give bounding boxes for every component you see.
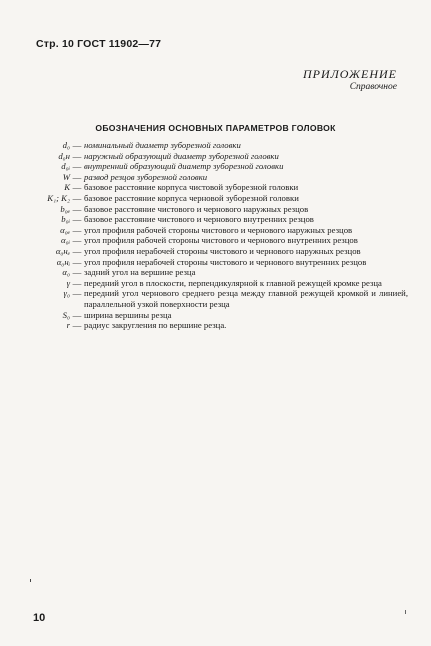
definition-row bbox=[12, 140, 408, 151]
definition-dash: — bbox=[72, 277, 82, 288]
definition-text: радиус закругления по вершине резца. bbox=[84, 320, 227, 331]
definition-dash: — bbox=[72, 256, 82, 267]
definition-row bbox=[12, 267, 408, 278]
definition-dash: — bbox=[72, 320, 82, 331]
definition-symbol: γ₀ bbox=[63, 288, 70, 299]
definition-text: базовое расстояние чистового и чернового внутренних резцов bbox=[84, 214, 314, 225]
definition-dash: — bbox=[72, 224, 82, 235]
definition-dash: — bbox=[72, 203, 82, 214]
definition-row bbox=[12, 151, 408, 162]
definition-dash: — bbox=[72, 245, 82, 256]
definition-text: угол профиля нерабочей стороны чистового и чернового внутренних резцов bbox=[84, 256, 367, 267]
page-header: Стр. 10 ГОСТ 11902—77 bbox=[36, 38, 162, 50]
definition-text: передний угол в плоскости, перпендикулярной к главной режущей кромке резца bbox=[84, 277, 382, 288]
definition-row bbox=[12, 278, 408, 289]
definition-symbol: W bbox=[62, 171, 70, 182]
definition-row bbox=[12, 214, 408, 225]
definition-dash: — bbox=[72, 288, 82, 299]
definition-row bbox=[12, 320, 408, 331]
definition-row bbox=[12, 161, 408, 172]
definition-row bbox=[12, 310, 408, 321]
definition-text: внутренний образующий диаметр зуборезной головки bbox=[84, 161, 284, 172]
definition-row bbox=[12, 204, 408, 215]
definition-row bbox=[12, 288, 408, 309]
definition-row bbox=[12, 172, 408, 183]
definition-symbol: α₀нᵢ bbox=[56, 256, 70, 267]
definition-symbol: γ bbox=[66, 277, 70, 288]
definition-dash: — bbox=[72, 150, 82, 161]
definition-dash: — bbox=[72, 182, 82, 193]
definition-text: угол профиля рабочей стороны чистового и чернового внутренних резцов bbox=[84, 235, 358, 246]
section-title: ОБОЗНАЧЕНИЯ ОСНОВНЫХ ПАРАМЕТРОВ ГОЛОВОК bbox=[95, 123, 336, 133]
definition-dash: — bbox=[72, 161, 82, 172]
definition-dash: — bbox=[72, 267, 82, 278]
definition-text: ширина вершины резца bbox=[84, 309, 172, 320]
definition-row bbox=[12, 257, 408, 268]
definition-symbol: α₀ₑ bbox=[60, 224, 70, 235]
definition-row bbox=[12, 193, 408, 204]
definition-dash: — bbox=[72, 235, 82, 246]
definition-symbol: d₀ bbox=[62, 140, 70, 150]
definition-text: базовое расстояние чистового и чернового наружных резцов bbox=[84, 203, 309, 214]
definition-text: угол профиля рабочей стороны чистового и чернового наружных резцов bbox=[84, 224, 353, 235]
definition-symbol: d₀н bbox=[58, 150, 70, 161]
appendix-title: ПРИЛОЖЕНИЕ bbox=[303, 67, 397, 81]
definition-symbol: α₀ bbox=[62, 267, 70, 278]
definition-text: угол профиля нерабочей стороны чистового и чернового наружных резцов bbox=[84, 245, 361, 256]
definition-symbol: K bbox=[64, 182, 70, 193]
definition-symbol: b₀ᵢ bbox=[61, 214, 70, 225]
definition-text: базовое расстояние корпуса чистовой зуборезной головки bbox=[84, 182, 299, 193]
definition-text: номинальный диаметр зуборезной головки bbox=[84, 140, 241, 150]
appendix-subtitle: Справочное bbox=[349, 82, 397, 92]
definition-row bbox=[12, 182, 408, 193]
definition-dash: — bbox=[72, 214, 82, 225]
definition-symbol: d₀ᵢ bbox=[61, 161, 70, 172]
definitions-list bbox=[12, 140, 408, 331]
definition-symbol: K₁; K₂ bbox=[47, 192, 70, 203]
definition-dash: — bbox=[72, 192, 82, 203]
definition-text: передний угол чернового среднего резца между главной режущей кромкой и линией, параллельной узкой поверхности резца bbox=[84, 288, 408, 309]
scan-mark bbox=[405, 610, 406, 614]
definition-row bbox=[12, 235, 408, 246]
definition-text: развод резцов зуборезной головки bbox=[84, 171, 208, 182]
definition-dash: — bbox=[72, 171, 82, 182]
definition-row bbox=[12, 246, 408, 257]
definition-dash: — bbox=[72, 140, 82, 150]
definition-symbol: S₀ bbox=[62, 309, 70, 320]
definition-row bbox=[12, 225, 408, 236]
scan-mark bbox=[30, 579, 31, 582]
definition-symbol: r bbox=[66, 320, 70, 331]
definition-text: задний угол на вершине резца bbox=[84, 267, 196, 278]
definition-dash: — bbox=[72, 309, 82, 320]
page-number: 10 bbox=[33, 612, 46, 624]
definition-text: базовое расстояние корпуса черновой зуборезной головки bbox=[84, 192, 299, 203]
definition-symbol: α₀нₑ bbox=[55, 245, 70, 256]
definition-text: наружный образующий диаметр зуборезной головки bbox=[84, 150, 279, 161]
definition-symbol: b₀ₑ bbox=[60, 203, 70, 214]
definition-symbol: α₀ᵢ bbox=[61, 235, 70, 246]
